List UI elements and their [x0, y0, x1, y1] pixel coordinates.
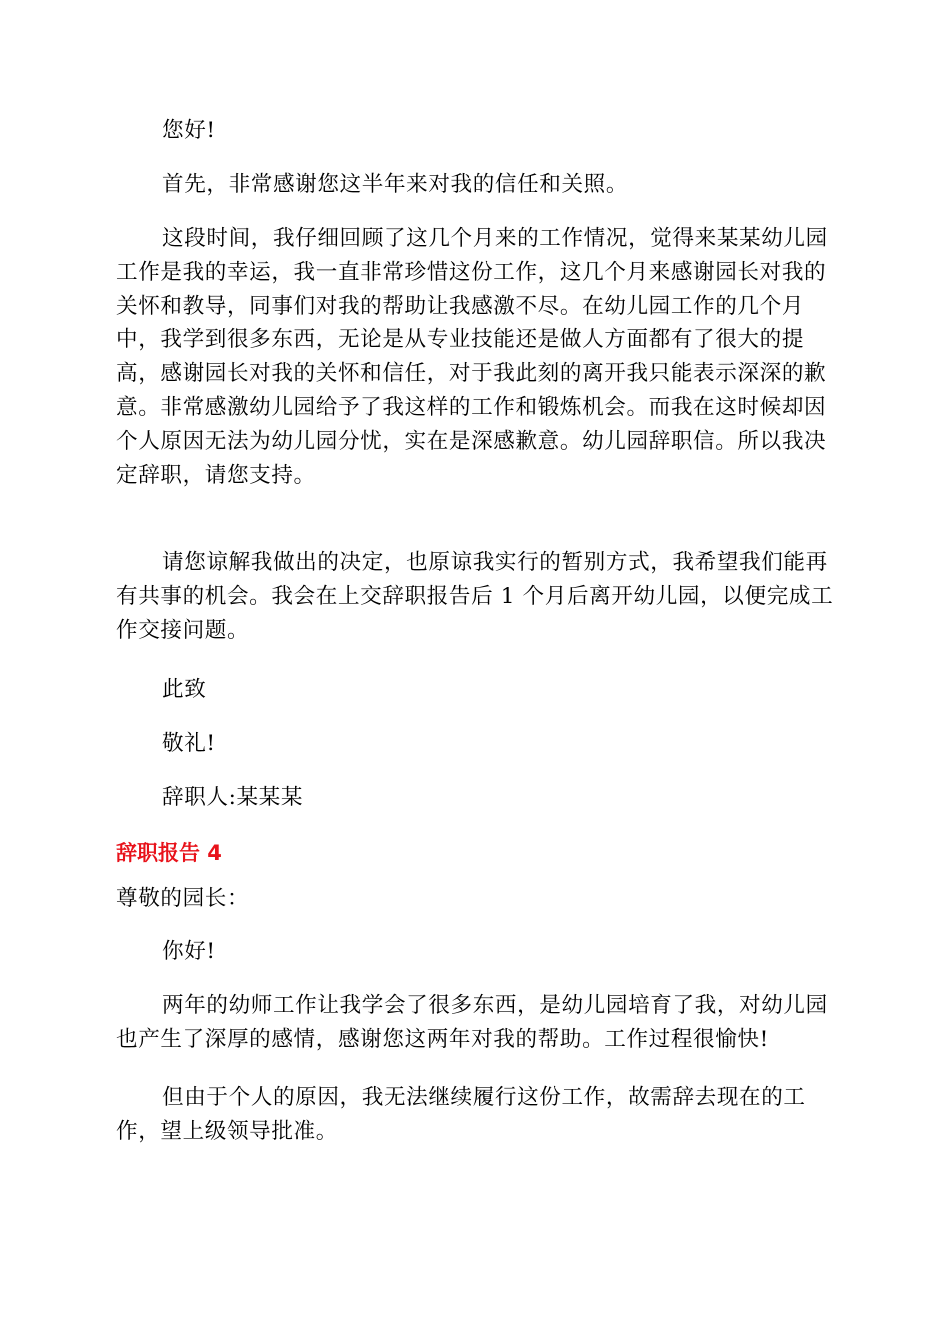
salutation: 尊敬的园长：: [116, 886, 250, 911]
paragraph-understanding: 请您谅解我做出的决定，也原谅我实行的暂别方式，我希望我们能再有共事的机会。我会在上交辞职报告后 1 个月后离开幼儿园，以便完成工作交接问题。: [116, 550, 834, 643]
paragraph-reflection: 这段时间，我仔细回顾了这几个月来的工作情况，觉得来某某幼儿园工作是我的幸运，我一直非常珍惜这份工作，这几个月来感谢园长对我的关怀和教导，同事们对我的帮助让我感激不尽。在幼儿园工作的几个月中，我学到很多东西，无论是从专业技能还是做人方面都有了很大的提高，感谢园长对我的关怀和信任，对于我此刻的离开我只能表示深深的歉意。非常感激幼儿园给予了我这样的工作和锻炼机会。而我在这时候却因个人原因无法为幼儿园分忧，实在是深感歉意。幼儿园辞职信。所以我决定辞职，请您支持。: [116, 226, 828, 488]
paragraph-experience: 两年的幼师工作让我学会了很多东西，是幼儿园培育了我，对幼儿园也产生了深厚的感情，感谢您这两年对我的帮助。工作过程很愉快!: [116, 993, 828, 1052]
signature-line: 辞职人:某某某: [162, 785, 304, 810]
closing-line-1: 此致: [162, 677, 207, 702]
paragraph-thanks: 首先，非常感谢您这半年来对我的信任和关照。: [162, 172, 629, 197]
paragraph-resignation: 但由于个人的原因，我无法继续履行这份工作，故需辞去现在的工作，望上级领导批准。: [116, 1085, 806, 1144]
closing-line-2: 敬礼!: [162, 731, 216, 756]
greeting-2: 你好!: [162, 939, 216, 964]
greeting: 您好!: [162, 118, 216, 143]
section-heading: 辞职报告 4: [116, 841, 222, 865]
